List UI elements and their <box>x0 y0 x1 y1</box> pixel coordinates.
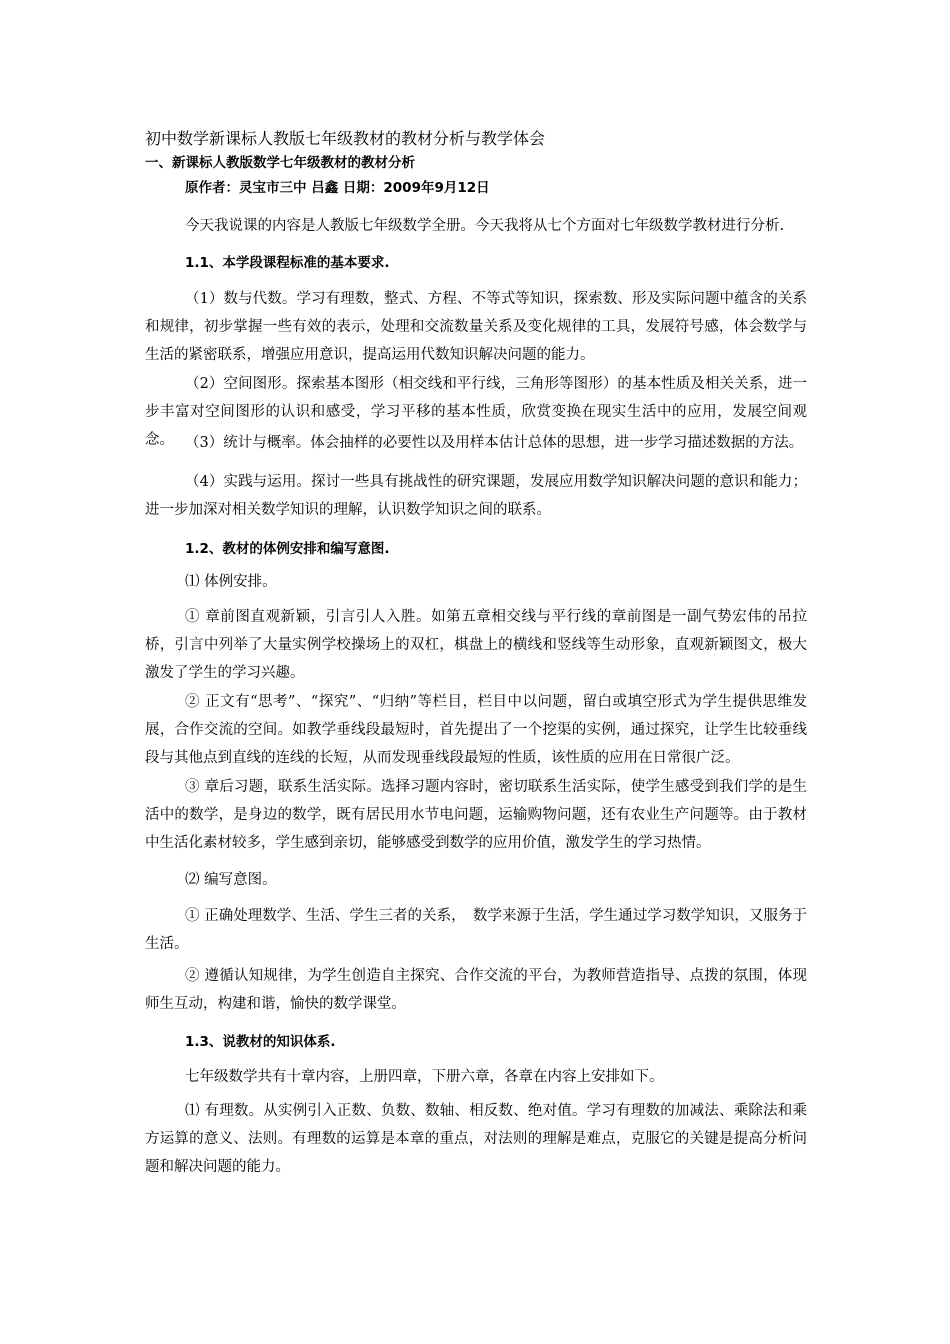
paragraph-chapter-intro: ① 章前图直观新颖，引言引人入胜。如第五章相交线与平行线的章前图是一副气势宏伟的吊拉桥，引言中列举了大量实例学校操场上的双杠，棋盘上的横线和竖线等生动形象，直观新颖图文，极大激发了学生的学习兴趣。 <box>145 609 807 681</box>
paragraph-statistics: （3）统计与概率。体会抽样的必要性以及用样本估计总体的思想，进一步学习描述数据的方法。 <box>185 435 804 451</box>
paragraph-number-algebra: （1）数与代数。学习有理数，整式、方程、不等式等知识，探索数、形及实际问题中蕴含的关系和规律，初步掌握一些有效的表示，处理和交流数量关系及变化规律的工具，发展符号感，体会数学与生活的紧密联系，增强应用意识，提高运用代数知识解决问题的能力。 <box>145 291 807 363</box>
section-heading-1: 一、新课标人教版数学七年级教材的教材分析 <box>145 155 415 171</box>
paragraph-main-text: ② 正文有“思考”、“探究”、“归纳”等栏目，栏目中以问题，留白或填空形式为学生提供思维发展，合作交流的空间。如教学垂线段最短时，首先提出了一个挖渠的实例，通过探究，让学生比较垂线段与其他点到直线的连线的长短，从而发现垂线段最短的性质，该性质的应用在日常很广泛。 <box>145 694 807 766</box>
paragraph-exercises: ③ 章后习题，联系生活实际。选择习题内容时，密切联系生活实际，使学生感受到我们学的是生活中的数学，是身边的数学，既有居民用水节电问题，运输购物问题，还有农业生产问题等。由于教材中生活化素材较多，学生感到亲切，能够感受到数学的应用价值，激发学生的学习热情。 <box>145 779 807 851</box>
heading-1-3: 1.3、说教材的知识体系. <box>185 1034 336 1050</box>
subheading-layout: ⑴ 体例安排。 <box>185 574 277 590</box>
paragraph-rational-numbers: ⑴ 有理数。从实例引入正数、负数、数轴、相反数、绝对值。学习有理数的加减法、乘除法和乘方运算的意义、法则。有理数的运算是本章的重点，对法则的理解是难点，克服它的关键是提高分析问题和解决问题的能力。 <box>145 1103 807 1175</box>
paragraph-intent-1: ① 正确处理数学、生活、学生三者的关系， 数学来源于生活，学生通过学习数学知识，又服务于生活。 <box>145 908 807 952</box>
paragraph-space-geometry: （2）空间图形。探索基本图形（相交线和平行线，三角形等图形）的基本性质及相关关系，进一步丰富对空间图形的认识和感受，学习平移的基本性质，欣赏变换在现实生活中的应用，发展空间观念。 <box>145 376 807 448</box>
paragraph-intent-2: ② 遵循认知规律，为学生创造自主探究、合作交流的平台，为教师营造指导、点拨的氛围，体现师生互动，构建和谐，愉快的数学课堂。 <box>145 968 807 1012</box>
subheading-intent: ⑵ 编写意图。 <box>185 872 277 888</box>
heading-1-2: 1.2、教材的体例安排和编写意图. <box>185 541 390 557</box>
intro-paragraph: 今天我说课的内容是人教版七年级数学全册。今天我将从七个方面对七年级数学教材进行分析. <box>185 218 785 234</box>
author-line: 原作者：灵宝市三中 吕鑫 日期：2009年9月12日 <box>185 180 490 196</box>
paragraph-chapters-overview: 七年级数学共有十章内容，上册四章，下册六章，各章在内容上安排如下。 <box>185 1069 664 1085</box>
heading-1-1: 1.1、本学段课程标准的基本要求. <box>185 255 390 271</box>
document-title: 初中数学新课标人教版七年级教材的教材分析与教学体会 <box>145 129 546 148</box>
paragraph-practice: （4）实践与运用。探讨一些具有挑战性的研究课题，发展应用数学知识解决问题的意识和能力；进一步加深对相关数学知识的理解，认识数学知识之间的联系。 <box>145 474 807 518</box>
